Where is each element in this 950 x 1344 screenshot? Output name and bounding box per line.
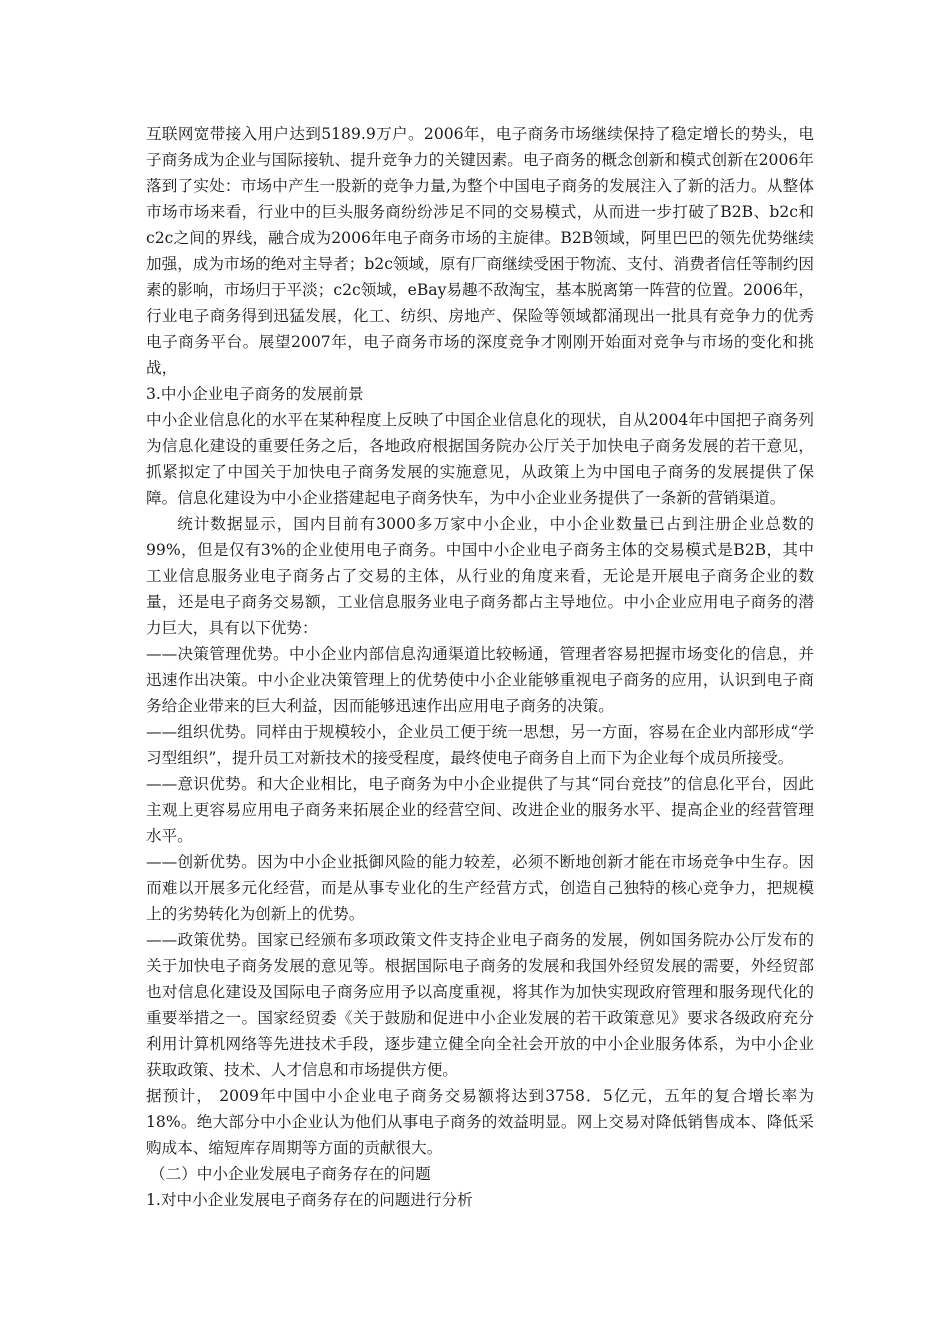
paragraph-forecast: 据预计， 2009年中国中小企业电子商务交易额将达到3758．5亿元，五年的复合增长率为18%。绝大部分中小企业认为他们从事电子商务的效益明显。网上交易对降低销售成本、降低采购成本、缩短库存周期等方面的贡献很大。	[146, 1087, 814, 1157]
heading-problem-analysis: 1.对中小企业发展电子商务存在的问题进行分析	[146, 1191, 473, 1209]
paragraph-ecommerce-2006: 互联网宽带接入用户达到5189.9万户。2006年，电子商务市场继续保持了稳定增长的势头，电子商务成为企业与国际接轨、提升竞争力的关键因素。电子商务的概念创新和模式创新在2006年落到了实处：市场中产生一股新的竞争力量,为整个中国电子商务的发展注入了新的活力。从整体市场市场来看，行业中的巨头服务商纷纷涉足不同的交易模式，从而进一步打破了B2B、b2c和c2c之间的界线，融合成为2006年电子商务市场的主旋律。B2B领域，阿里巴巴的领先优势继续加强，成为市场的绝对主导者；b2c领域，原有厂商继续受困于物流、支付、消费者信任等制约因素的影响，市场归于平淡；c2c领域，eBay易趣不敌淘宝，基本脱离第一阵营的位置。2006年，行业电子商务得到迅猛发展，化工、纺织、房地产、保险等领域都涌现出一批具有竞争力的优秀电子商务平台。展望2007年，电子商务市场的深度竞争才刚刚开始面对竞争与市场的变化和挑战，	[146, 125, 814, 377]
advantage-policy: ——政策优势。国家已经颁布多项政策文件支持企业电子商务的发展，例如国务院办公厅发布的关于加快电子商务发展的意见等。根据国际电子商务的发展和我国外经贸发展的需要，外经贸部也对信息化建设及国际电子商务应用予以高度重视，将其作为加快实现政府管理和服务现代化的重要举措之一。国家经贸委《关于鼓励和促进中小企业发展的若干政策意见》要求各级政府充分利用计算机网络等先进技术手段，逐步建立健全向全社会开放的中小企业服务体系，为中小企业获取政策、技术、人才信息和市场提供方便。	[146, 931, 814, 1079]
paragraph-sme-informatization: 中小企业信息化的水平在某种程度上反映了中国企业信息化的现状，自从2004年中国把子商务列为信息化建设的重要任务之后，各地政府根据国务院办公厅关于加快电子商务发展的若干意见，抓紧拟定了中国关于加快电子商务发展的实施意见，从政策上为中国电子商务的发展提供了保障。信息化建设为中小企业搭建起电子商务快车，为中小企业业务提供了一条新的营销渠道。	[146, 411, 814, 507]
advantage-decision: ——决策管理优势。中小企业内部信息沟通渠道比较畅通，管理者容易把握市场变化的信息，并迅速作出决策。中小企业决策管理上的优势使中小企业能够重视电子商务的应用，认识到电子商务给企业带来的巨大利益，因而能够迅速作出应用电子商务的决策。	[146, 645, 814, 715]
heading-sme-prospects: 3.中小企业电子商务的发展前景	[146, 385, 364, 403]
advantage-organization: ——组织优势。同样由于规模较小，企业员工便于统一思想，另一方面，容易在企业内部形成“学习型组织”，提升员工对新技术的接受程度，最终使电子商务自上而下为企业每个成员所接受。	[146, 723, 814, 767]
document-page	[146, 121, 814, 1213]
advantage-awareness: ——意识优势。和大企业相比，电子商务为中小企业提供了与其“同台竞技”的信息化平台，因此主观上更容易应用电子商务来拓展企业的经营空间、改进企业的服务水平、提高企业的经营管理水平。	[146, 775, 814, 845]
paragraph-statistics: 统计数据显示，国内目前有3000多万家中小企业，中小企业数量已占到注册企业总数的99%，但是仅有3%的企业使用电子商务。中国中小企业电子商务主体的交易模式是B2B，其中工业信息服务业电子商务占了交易的主体，从行业的角度来看，无论是开展电子商务企业的数量，还是电子商务交易额，工业信息服务业电子商务都占主导地位。中小企业应用电子商务的潜力巨大，具有以下优势：	[146, 515, 814, 637]
heading-section-2: （二）中小企业发展电子商务存在的问题	[150, 1165, 431, 1183]
advantage-innovation: ——创新优势。因为中小企业抵御风险的能力较差，必须不断地创新才能在市场竞争中生存。因而难以开展多元化经营，而是从事专业化的生产经营方式，创造自己独特的核心竞争力，把规模上的劣势转化为创新上的优势。	[146, 853, 814, 923]
